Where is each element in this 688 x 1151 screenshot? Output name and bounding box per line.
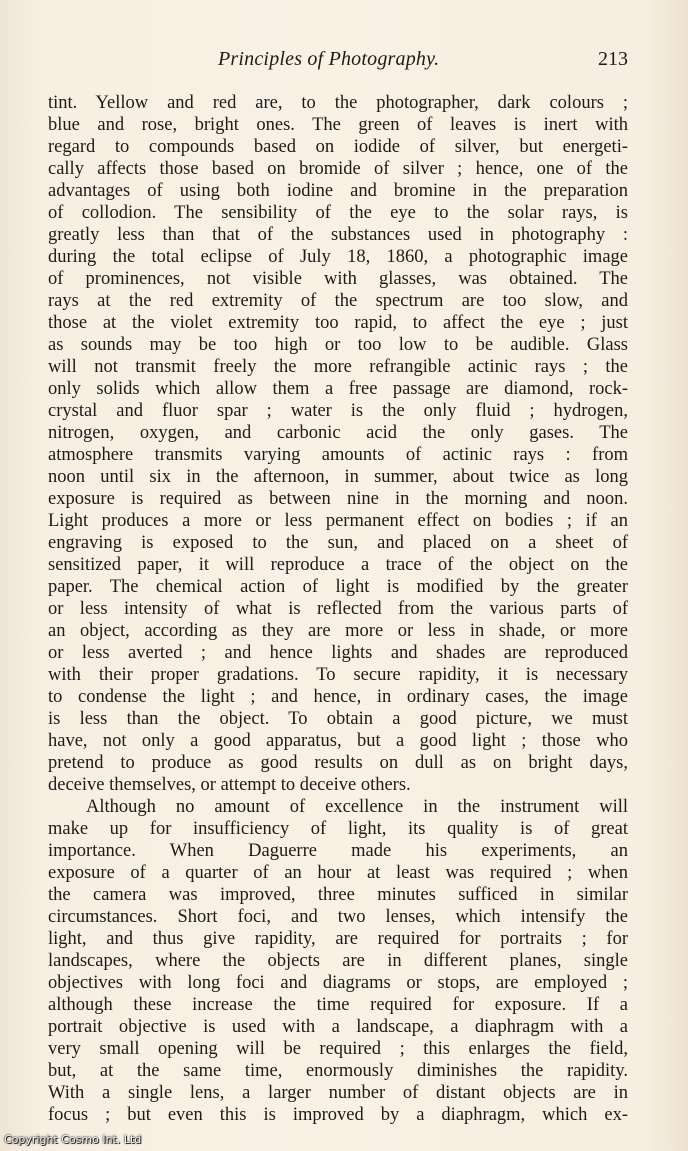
page-number: 213 (598, 48, 628, 70)
text-line: light, and thus give rapidity, are required for portraits ; for (48, 929, 628, 949)
text-line: make up for insufficiency of light, its quality is of great (48, 819, 628, 839)
running-head (48, 48, 628, 74)
text-line: very small opening will be required ; this enlarges the field, (48, 1039, 628, 1059)
text-line: although these increase the time required for exposure. If a (48, 995, 628, 1015)
text-line: With a single lens, a larger number of distant objects are in (48, 1083, 628, 1103)
text-line: or less averted ; and hence lights and shades are reproduced (48, 643, 628, 663)
text-line: Light produces a more or less permanent effect on bodies ; if an (48, 511, 628, 531)
text-line: engraving is exposed to the sun, and placed on a sheet of (48, 533, 628, 553)
running-title: Principles of Photography. (218, 48, 440, 70)
text-line: greatly less than that of the substances used in photography : (48, 225, 628, 245)
text-line: importance. When Daguerre made his experiments, an (48, 841, 628, 861)
text-line: to condense the light ; and hence, in ordinary cases, the image (48, 687, 628, 707)
text-line: portrait objective is used with a landscape, a diaphragm with a (48, 1017, 628, 1037)
text-line: advantages of using both iodine and bromine in the preparation (48, 181, 628, 201)
text-line: Although no amount of excellence in the instrument will (86, 797, 628, 817)
text-line: crystal and fluor spar ; water is the only fluid ; hydrogen, (48, 401, 628, 421)
text-line: nitrogen, oxygen, and carbonic acid the only gases. The (48, 423, 628, 443)
text-line: will not transmit freely the more refrangible actinic rays ; the (48, 357, 628, 377)
text-line: during the total eclipse of July 18, 1860, a photographic image (48, 247, 628, 267)
text-line: objectives with long foci and diagrams or stops, are employed ; (48, 973, 628, 993)
text-line: sensitized paper, it will reproduce a trace of the object on the (48, 555, 628, 575)
text-line: those at the violet extremity too rapid, to affect the eye ; just (48, 313, 628, 333)
text-line: circumstances. Short foci, and two lenses, which intensify the (48, 907, 628, 927)
body-text (48, 92, 628, 1126)
text-line: with their proper gradations. To secure rapidity, it is necessary (48, 665, 628, 685)
text-line: or less intensity of what is reflected from the various parts of (48, 599, 628, 619)
copyright-watermark: Copyright Cosmo Int. Ltd (4, 1133, 142, 1146)
text-line: have, not only a good apparatus, but a good light ; those who (48, 731, 628, 751)
text-line: exposure of a quarter of an hour at least was required ; when (48, 863, 628, 883)
paragraph-2 (48, 796, 628, 1126)
text-line: of collodion. The sensibility of the eye to the solar rays, is (48, 203, 628, 223)
text-line: blue and rose, bright ones. The green of leaves is inert with (48, 115, 628, 135)
text-line: as sounds may be too high or too low to be audible. Glass (48, 335, 628, 355)
text-line: only solids which allow them a free passage are diamond, rock- (48, 379, 628, 399)
text-line: an object, according as they are more or less in shade, or more (48, 621, 628, 641)
text-line: cally affects those based on bromide of silver ; hence, one of the (48, 159, 628, 179)
text-line: tint. Yellow and red are, to the photographer, dark colours ; (48, 93, 628, 113)
text-line: noon until six in the afternoon, in summer, about twice as long (48, 467, 628, 487)
text-line: focus ; but even this is improved by a diaphragm, which ex- (48, 1105, 628, 1125)
text-line: regard to compounds based on iodide of silver, but energeti- (48, 137, 628, 157)
text-line: is less than the object. To obtain a good picture, we must (48, 709, 628, 729)
text-line: rays at the red extremity of the spectrum are too slow, and (48, 291, 628, 311)
text-line: atmosphere transmits varying amounts of actinic rays : from (48, 445, 628, 465)
paragraph-1 (48, 92, 628, 796)
text-line: landscapes, where the objects are in different planes, single (48, 951, 628, 971)
text-line: pretend to produce as good results on dull as on bright days, (48, 753, 628, 773)
text-line: deceive themselves, or attempt to deceive others. (48, 775, 411, 795)
text-line: the camera was improved, three minutes sufficed in similar (48, 885, 628, 905)
text-line: paper. The chemical action of light is modified by the greater (48, 577, 628, 597)
text-line: of prominences, not visible with glasses, was obtained. The (48, 269, 628, 289)
text-line: exposure is required as between nine in the morning and noon. (48, 489, 628, 509)
text-line: but, at the same time, enormously diminishes the rapidity. (48, 1061, 628, 1081)
